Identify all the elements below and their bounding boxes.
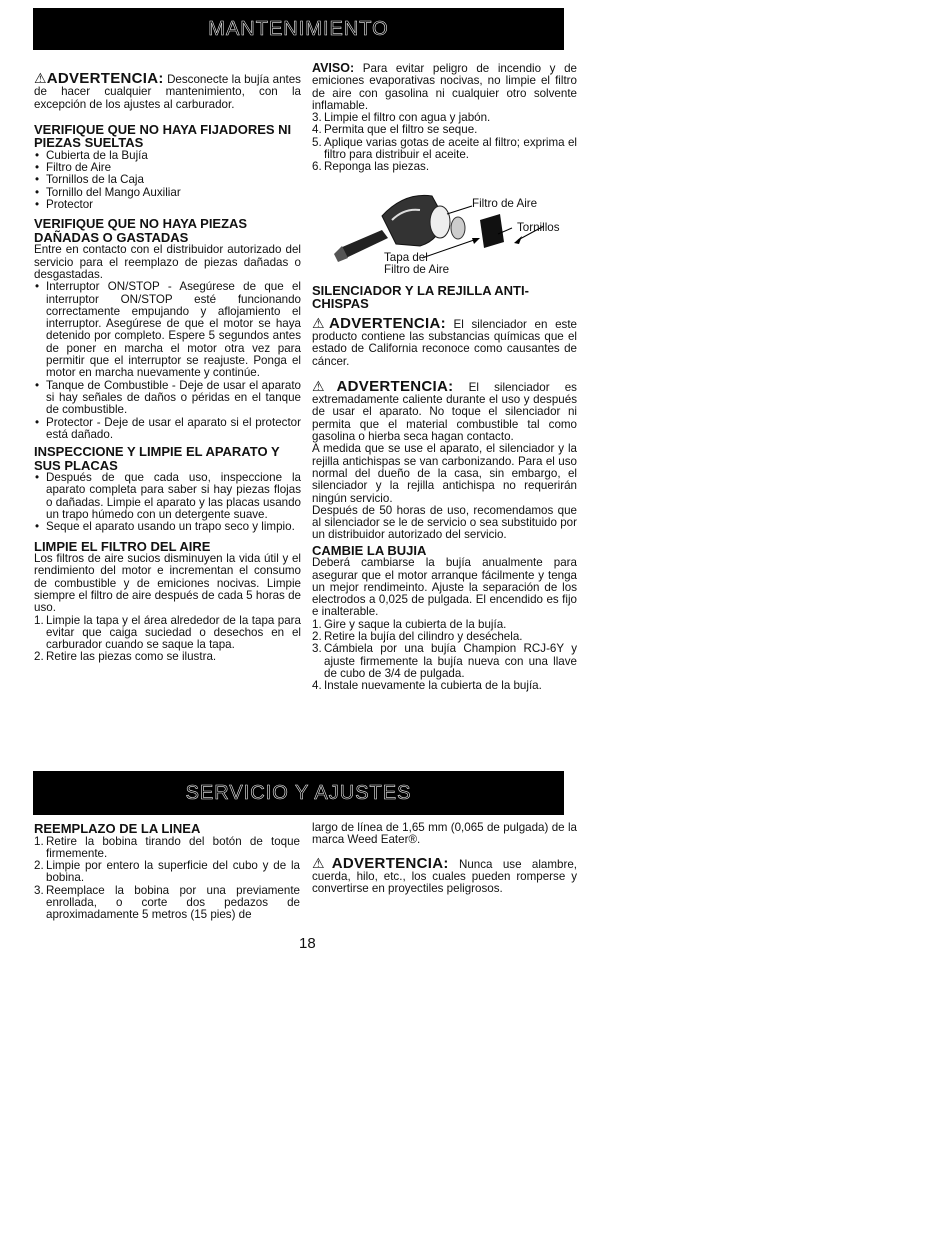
section-title-air-filter: LIMPIE EL FILTRO DEL AIRE bbox=[34, 538, 211, 554]
warning-text: El silenciador en este producto contiene las substancias químicas que el estado de California reconoce como causantes de cáncer. bbox=[312, 317, 577, 368]
step-item bbox=[34, 615, 301, 652]
warning-triangle-icon: ⚠ bbox=[312, 377, 337, 394]
step-item bbox=[34, 885, 300, 922]
air-filter-steps bbox=[34, 615, 301, 664]
step-number: 3. bbox=[34, 883, 44, 897]
step-text: Retire la bujía del cilindro y deséchela. bbox=[324, 630, 523, 643]
step-number: 5. bbox=[312, 135, 322, 149]
section-title-damaged-parts: VERIFIQUE QUE NO HAYA PIEZAS DAÑADAS O GASTADAS bbox=[34, 216, 248, 245]
step-number: 1. bbox=[312, 617, 322, 631]
step-item bbox=[34, 836, 300, 861]
step-item bbox=[312, 161, 577, 173]
step-text: Gire y saque la cubierta de la bujía. bbox=[324, 617, 507, 631]
service-banner bbox=[33, 771, 564, 815]
label-cover-line2: Filtro de Aire bbox=[384, 262, 450, 276]
label-screws: Tornillos bbox=[517, 220, 560, 234]
aviso-block bbox=[312, 62, 577, 112]
step-number: 2. bbox=[34, 859, 44, 873]
warning-disconnect bbox=[34, 72, 301, 111]
warning-heading: ADVERTENCIA: bbox=[46, 70, 164, 87]
list-item: • Tornillos de la Caja bbox=[34, 174, 301, 186]
warning-hot-muffler bbox=[312, 377, 577, 444]
step-number: 3. bbox=[312, 111, 322, 125]
line-replacement-steps bbox=[34, 836, 300, 922]
list-item: • Tanque de Combustible - Deje de usar el aparato si hay señales de daños o péridas en el tanque de combustible. bbox=[34, 380, 301, 417]
muffler-paragraph-1: A medida que se use el aparato, el silenciador y la rejilla antichispas se van carbonizando. Para el uso normal del dueño de la casa, sin embargo, el silenciador y la rejilla antichispa no requerirán ningún servicio. bbox=[312, 442, 577, 505]
service-left-column bbox=[34, 822, 300, 922]
step-item bbox=[34, 860, 300, 885]
maintenance-banner-title: MANTENIMIENTO bbox=[208, 17, 389, 40]
warning-heading: ADVERTENCIA: bbox=[336, 377, 454, 395]
air-filter-steps-continued bbox=[312, 112, 577, 173]
list-item: • Cubierta de la Bujía bbox=[34, 150, 301, 162]
step-number: 3. bbox=[312, 642, 322, 656]
step-text: Limpie la tapa y el área alrededor de la tapa para evitar que caiga suciedad o desechos en el carburador cuando se saque la tapa. bbox=[46, 613, 301, 652]
page-number: 18 bbox=[299, 935, 316, 952]
step-number: 1. bbox=[34, 834, 44, 848]
damaged-parts-list bbox=[34, 281, 301, 441]
maintenance-banner bbox=[33, 8, 564, 50]
section-title-muffler: SILENCIADOR Y LA REJILLA ANTI-CHISPAS bbox=[312, 282, 529, 312]
step-text: Retire las piezas como se ilustra. bbox=[46, 650, 217, 664]
warning-california bbox=[312, 314, 577, 368]
step-item bbox=[312, 643, 577, 680]
step-number: 2. bbox=[34, 650, 44, 664]
step-text: Limpie por entero la superficie del cubo y de la bobina. bbox=[46, 859, 300, 885]
air-filter-figure bbox=[312, 178, 577, 278]
aviso-text: Para evitar peligro de incendio y de emiciones evaporativas nocivas, no limpie el filtro de aire con gasolina ni cualquier otro solvente inflamable. bbox=[312, 62, 577, 112]
section-title-line-replacement: REEMPLAZO DE LA LINEA bbox=[34, 821, 201, 836]
step-number: 6. bbox=[312, 160, 322, 174]
list-item: • Protector bbox=[34, 199, 301, 211]
service-banner-title: SERVICIO Y AJUSTES bbox=[185, 781, 412, 804]
aviso-heading: AVISO: bbox=[312, 61, 355, 75]
warning-triangle-icon: ⚠ bbox=[312, 314, 329, 331]
step-text: Permita que el filtro se seque. bbox=[324, 123, 478, 137]
section-title-loose-parts: VERIFIQUE QUE NO HAYA FIJADORES NI PIEZAS SUELTAS bbox=[34, 121, 292, 151]
list-item: • Interruptor ON/STOP - Asegúrese de que el interruptor ON/STOP esté funcionando correctamente empujando y aflojamiento el interruptor. Asegúrese de que el motor se haya detenido por completo. Espere 5 segundos antes de poner en marcha el motor otra vez para permitir que el interruptor se reajuste. Ponga el motor en marcha nuevamente y continúe. bbox=[34, 281, 301, 379]
step-text: Instale nuevamente la cubierta de la bujía. bbox=[324, 679, 542, 693]
service-right-column bbox=[312, 822, 577, 895]
step-number: 2. bbox=[312, 630, 322, 643]
warning-triangle-icon: ⚠ bbox=[312, 854, 332, 871]
line-replacement-continued: largo de línea de 1,65 mm (0,065 de pulgada) de la marca Weed Eater®. bbox=[312, 821, 577, 847]
warning-heading: ADVERTENCIA: bbox=[331, 854, 449, 872]
step-text: Retire la bobina tirando del botón de toque firmemente. bbox=[46, 834, 300, 860]
air-filter-intro: Los filtros de aire sucios disminuyen la vida útil y el rendimiento del motor e incrementan el consumo de combustible y de emiciones nocivas. Limpie siempre el filtro de aire después de cada 5 horas de uso. bbox=[34, 552, 301, 615]
spark-plug-steps bbox=[312, 619, 577, 693]
warning-text: Desconecte la bujía antes de hacer cualquier mantenimiento, con la excepción de los ajustes al carburador. bbox=[34, 73, 301, 111]
list-item: • Protector - Deje de usar el aparato si el protector está dañado. bbox=[34, 417, 301, 442]
left-column bbox=[34, 72, 301, 664]
list-item: • Filtro de Aire bbox=[34, 162, 301, 174]
warning-text: Nunca use alambre, cuerda, hilo, etc., los cuales pueden romperse y convertirse en proyectiles peligrosos. bbox=[312, 857, 577, 896]
step-text: Reemplace la bobina por una previamente enrollada, o corte dos pedazos de aproximadamente 5 metros (15 pies) de bbox=[46, 883, 300, 922]
step-item bbox=[34, 651, 301, 663]
list-item: • Tornillo del Mango Auxiliar bbox=[34, 187, 301, 199]
section-title-spark-plug: CAMBIE LA BUJIA bbox=[312, 542, 427, 558]
spark-plug-intro: Deberá cambiarse la bujía anualmente para asegurar que el motor arranque fácilmente y tenga un mejor rendimeinto. Ajuste la separación de los electrodos a 0,025 de pulgada. El encendido es fijo e inalterable. bbox=[312, 556, 577, 619]
step-number: 1. bbox=[34, 613, 44, 627]
step-text: Limpie el filtro con agua y jabón. bbox=[324, 111, 491, 125]
warning-triangle-icon: ⚠ bbox=[34, 70, 47, 86]
inspect-clean-list bbox=[34, 472, 301, 533]
label-cover-line1: Tapa del bbox=[384, 250, 428, 264]
muffler-paragraph-2: Después de 50 horas de uso, recomendamos que al silenciador se le de servicio o sea substituido por un distribuidor autorizado del servicio. bbox=[312, 503, 577, 542]
warning-wire bbox=[312, 854, 577, 896]
step-item bbox=[312, 680, 577, 692]
loose-parts-list bbox=[34, 150, 301, 211]
warning-heading: ADVERTENCIA: bbox=[328, 314, 446, 332]
step-number: 4. bbox=[312, 123, 322, 137]
step-text: Cámbiela por una bujía Champion RCJ-6Y y ajuste firmemente la bujía nueva con una llave de cubo de 3/4 de pulgada. bbox=[324, 642, 577, 680]
list-item: • Seque el aparato usando un trapo seco y limpio. bbox=[34, 521, 301, 533]
label-air-filter: Filtro de Aire bbox=[472, 196, 538, 210]
list-item: • Después de que cada uso, inspeccione la aparato completa para saber si hay piezas flojas o dañadas. Limpie el aparato y las placas usando un trapo húmedo con un detergente suave. bbox=[34, 472, 301, 521]
step-text: Aplique varias gotas de aceite al filtro; exprima el filtro para distribuir el aceite. bbox=[324, 135, 577, 162]
damaged-parts-intro: Entre en contacto con el distribuidor autorizado del servicio para el reemplazo de piezas dañadas o desgastadas. bbox=[34, 243, 301, 281]
right-column bbox=[312, 62, 577, 692]
step-number: 4. bbox=[312, 679, 322, 693]
step-text: Reponga las piezas. bbox=[324, 160, 430, 174]
step-item bbox=[312, 137, 577, 162]
warning-text: El silenciador es extremadamente caliente durante el uso y después de usar el aparato. No toque el silenciador ni permita que el material combustible tal como gasolina o hierba seca hagan contacto. bbox=[312, 380, 577, 444]
section-title-inspect-clean: INSPECCIONE Y LIMPIE EL APARATO Y SUS PLACAS bbox=[34, 444, 280, 473]
